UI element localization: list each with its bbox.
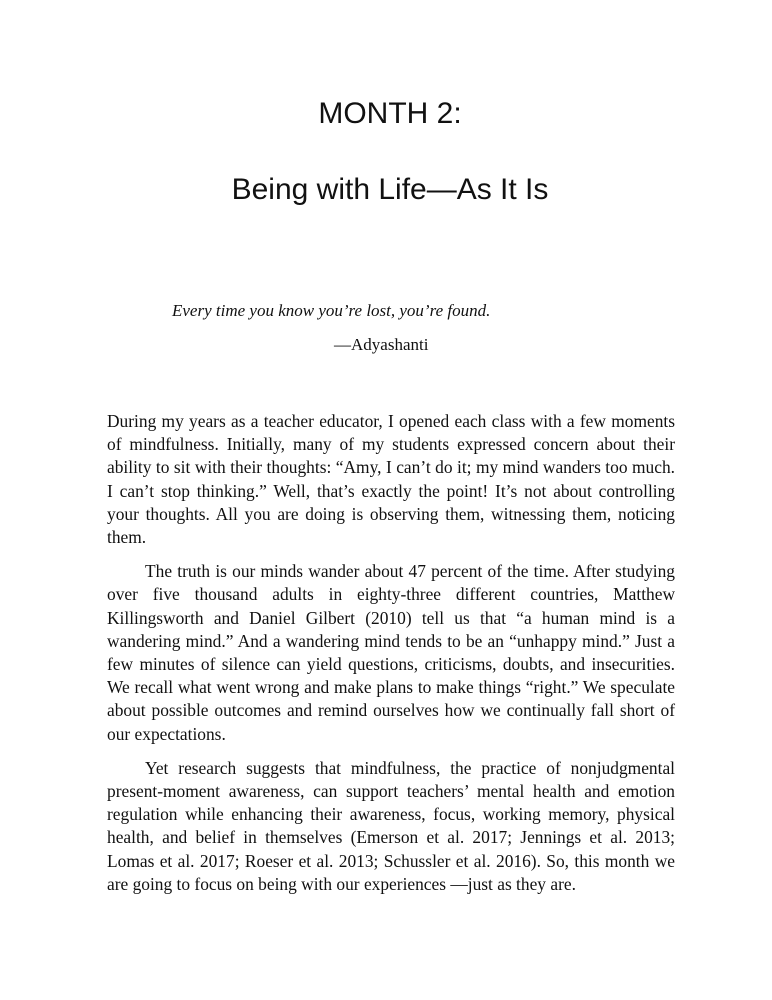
epigraph-attribution: —Adyashanti	[334, 335, 429, 354]
chapter-label: MONTH 2:	[318, 97, 462, 130]
body-paragraph: During my years as a teacher educator, I opened each class with a few moments of mindfulness. Initially, many of my students expressed concern about their ability to sit with their thoughts: “Amy, I can’t do it; my mind wanders too much. I can’t stop thinking.” Well, that’s exactly the point! It’s not about controlling your thoughts. All you are doing is observing them, witnessing them, noticing them.	[107, 411, 675, 548]
epigraph-quote: Every time you know you’re lost, you’re found.	[172, 301, 491, 320]
chapter-title: Being with Life—As It Is	[231, 173, 549, 206]
body-paragraph: The truth is our minds wander about 47 percent of the time. After studying over five thousand adults in eighty-three different countries, Matthew Killingsworth and Daniel Gilbert (2010) tell us that “a human mind is a wandering mind.” And a wandering mind tends to be an “unhappy mind.” Just a few minutes of silence can yield questions, criticisms, doubts, and insecurities. We recall what went wrong and make plans to make things “right.” We speculate about possible outcomes and remind ourselves how we continually fall short of our expectations.	[107, 561, 675, 744]
body-paragraph: Yet research suggests that mindfulness, the practice of nonjudgmental present-moment awareness, can support teachers’ mental health and emotion regulation while enhancing their awareness, focus, working memory, physical health, and belief in themselves (Emerson et al. 2017; Jennings et al. 2013; Lomas et al. 2017; Roeser et al. 2013; Schussler et al. 2016). So, this month we are going to focus on being with our experiences —just as they are.	[107, 757, 675, 894]
body-text	[107, 410, 675, 907]
